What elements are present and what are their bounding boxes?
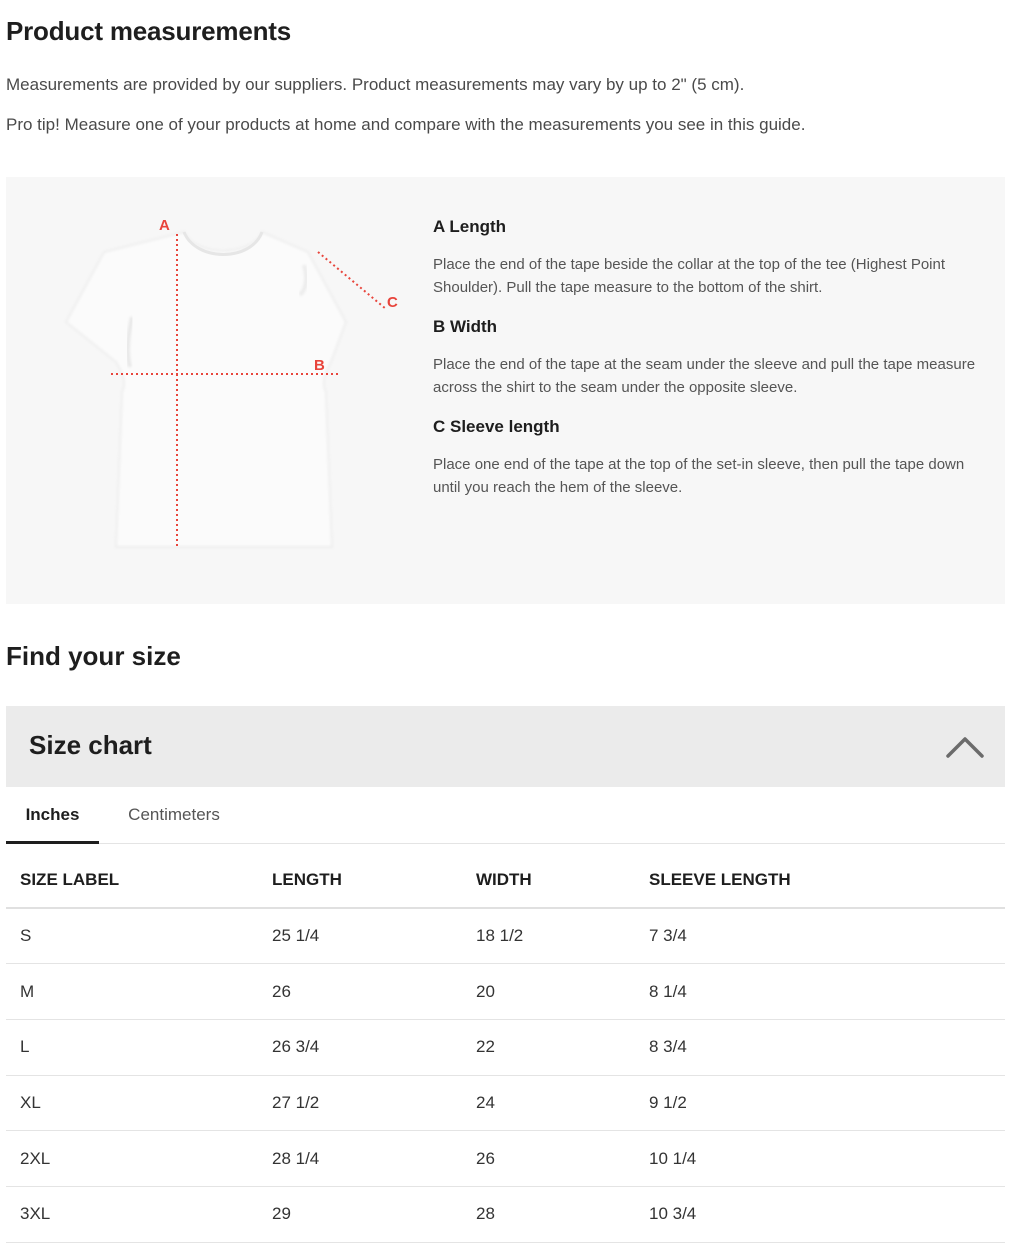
- length-cell: 26 3/4: [272, 1019, 476, 1075]
- table-header-row: [6, 853, 1005, 908]
- size-label-cell: XL: [6, 1075, 272, 1131]
- sleeve-length-cell: 10 3/4: [649, 1186, 1005, 1242]
- table-row: [6, 1186, 1005, 1242]
- table-row: [6, 1075, 1005, 1131]
- size-label-cell: 3XL: [6, 1186, 272, 1242]
- unit-tabs: [6, 787, 1005, 844]
- sleeve-length-heading: C Sleeve length: [433, 417, 560, 436]
- sleeve-length-cell: 8 3/4: [649, 1019, 1005, 1075]
- tab-centimeters[interactable]: Centimeters: [128, 805, 220, 824]
- length-text: Place the end of the tape beside the collar at the top of the tee (Highest Point Shoulder). Pull the tape measure to the bottom of the shirt.: [433, 256, 946, 296]
- marker-c: C: [387, 294, 398, 311]
- width-cell: 28: [476, 1186, 649, 1242]
- length-cell: 28 1/4: [272, 1131, 476, 1187]
- size-label-cell: 2XL: [6, 1131, 272, 1187]
- page-title: Product measurements: [6, 16, 291, 46]
- width-heading: B Width: [433, 317, 498, 336]
- table-row: [6, 908, 1005, 964]
- marker-b: B: [314, 357, 325, 374]
- column-header-width: WIDTH: [476, 853, 649, 908]
- length-cell: 25 1/4: [272, 908, 476, 964]
- width-cell: 20: [476, 964, 649, 1020]
- sleeve-length-cell: 8 1/4: [649, 964, 1005, 1020]
- size-label-cell: M: [6, 964, 272, 1020]
- column-header-sleeve-length: SLEEVE LENGTH: [649, 853, 1005, 908]
- find-your-size-title: Find your size: [6, 641, 181, 671]
- width-cell: 26: [476, 1131, 649, 1187]
- table-row: [6, 964, 1005, 1020]
- size-chart-table: [6, 853, 1005, 1243]
- table-row: [6, 1019, 1005, 1075]
- size-label-cell: L: [6, 1019, 272, 1075]
- table-row: [6, 1131, 1005, 1187]
- column-header-size-label: SIZE LABEL: [6, 853, 272, 908]
- tshirt-measurement-diagram: [46, 207, 416, 567]
- sleeve-length-cell: 7 3/4: [649, 908, 1005, 964]
- marker-a: A: [159, 217, 170, 234]
- size-chart-title: Size chart: [29, 730, 152, 760]
- length-description: [433, 217, 978, 299]
- intro-text: Measurements are provided by our suppliers. Product measurements may vary by up to 2" (5 cm).: [6, 75, 745, 94]
- width-cell: 22: [476, 1019, 649, 1075]
- chevron-up-icon[interactable]: [945, 734, 985, 760]
- tab-inches[interactable]: Inches: [6, 787, 99, 844]
- sleeve-length-cell: 9 1/2: [649, 1075, 1005, 1131]
- sleeve-length-description: [433, 417, 978, 499]
- sleeve-length-cell: 10 1/4: [649, 1131, 1005, 1187]
- column-header-length: LENGTH: [272, 853, 476, 908]
- width-cell: 24: [476, 1075, 649, 1131]
- length-cell: 27 1/2: [272, 1075, 476, 1131]
- sleeve-length-text: Place one end of the tape at the top of the set-in sleeve, then pull the tape down until you reach the hem of the sleeve.: [433, 456, 965, 496]
- size-label-cell: S: [6, 908, 272, 964]
- measurement-guide-panel: [6, 177, 1005, 604]
- pro-tip-text: Pro tip! Measure one of your products at home and compare with the measurements you see in this guide.: [6, 115, 806, 134]
- width-description: [433, 317, 978, 399]
- length-cell: 26: [272, 964, 476, 1020]
- tshirt-body-shape: [66, 232, 346, 547]
- length-heading: A Length: [433, 217, 507, 236]
- length-cell: 29: [272, 1186, 476, 1242]
- width-text: Place the end of the tape at the seam under the sleeve and pull the tape measure across the shirt to the seam under the opposite sleeve.: [433, 356, 976, 396]
- width-cell: 18 1/2: [476, 908, 649, 964]
- size-chart-accordion-toggle[interactable]: [6, 706, 1005, 787]
